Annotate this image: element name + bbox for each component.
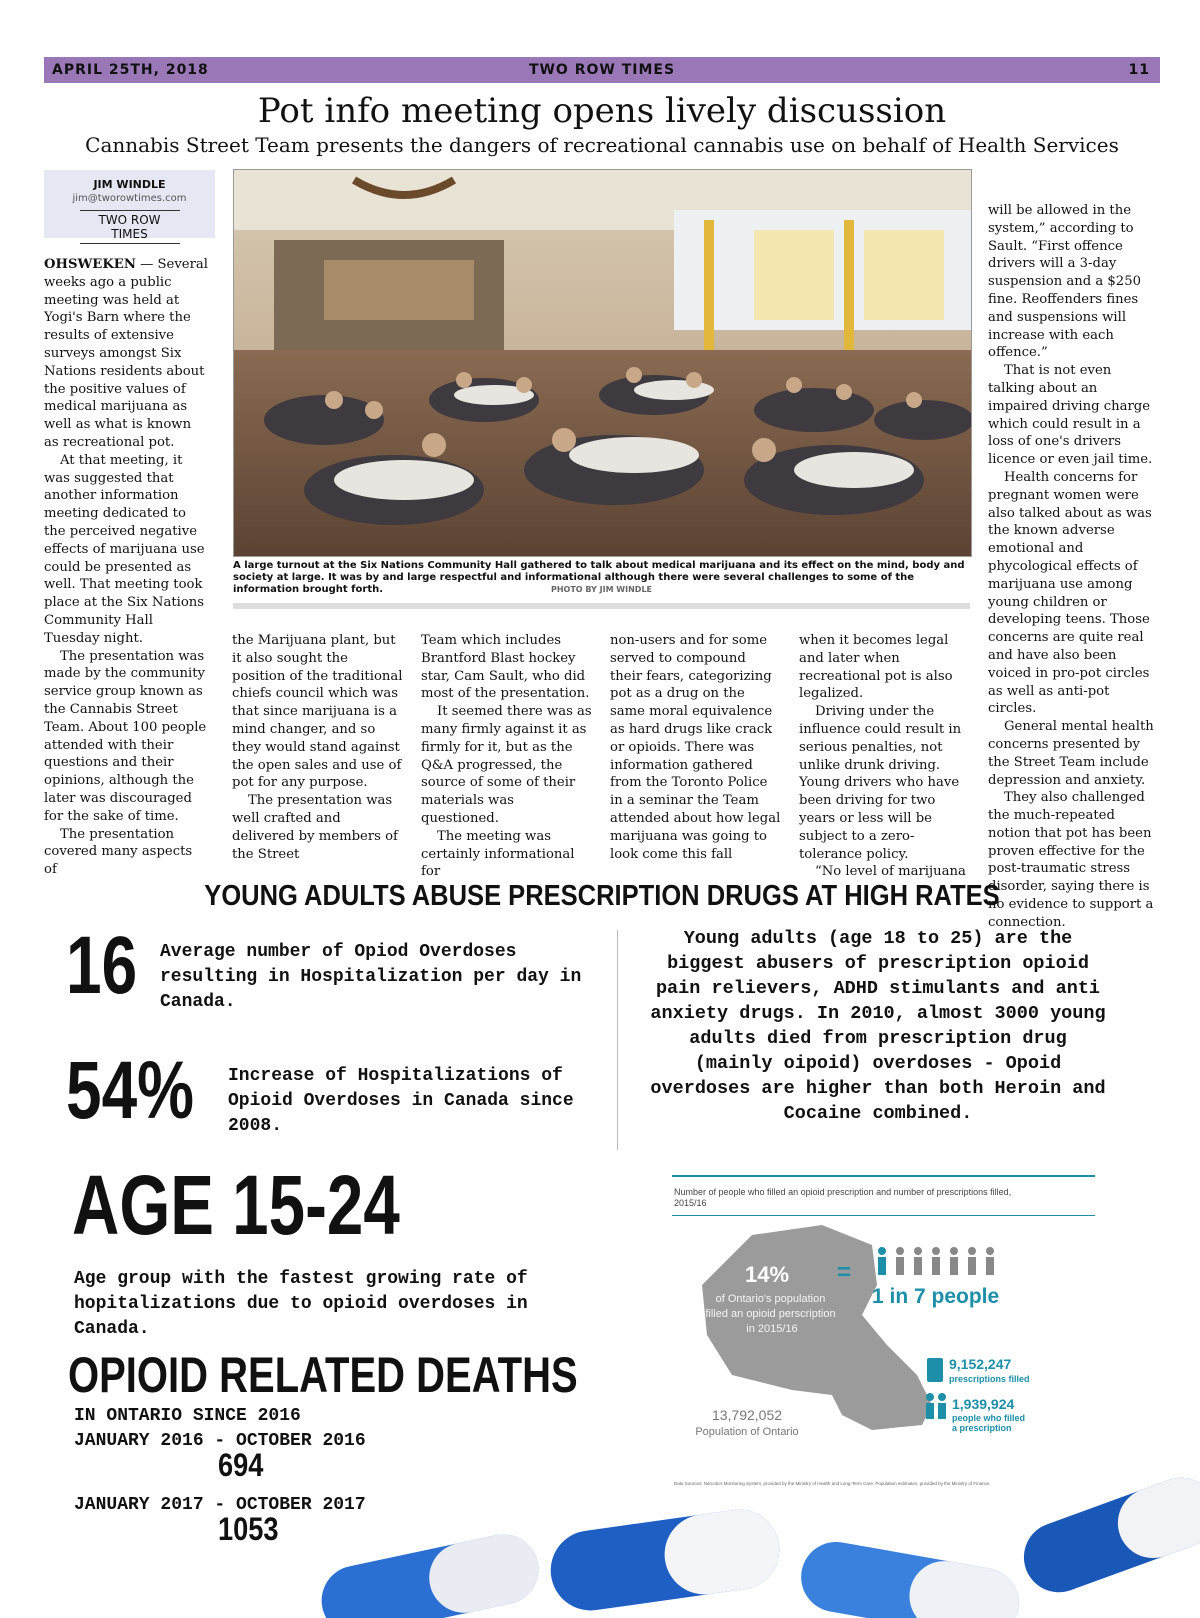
deaths-period-1: JANUARY 2016 - OCTOBER 2016 bbox=[74, 1431, 366, 1451]
paragraph: The presentation was made by the community service group known as the Cannabis Street Team. About 100 people attended with their questions and their opinions, although the later was discouraged for the sake of time. bbox=[44, 648, 207, 824]
stat-text-16: Average number of Opiod Overdoses resulting in Hospitalization per day in Canada. bbox=[160, 942, 582, 1012]
article-column-1 bbox=[44, 256, 209, 879]
person-icon bbox=[986, 1247, 994, 1255]
paragraph: General mental health concerns presented by the Street Team include depression and anxiety. bbox=[988, 719, 1154, 788]
paragraph: non-users and for some served to compound their fears, categorizing pot as a drug on the same moral equivalence as hard drugs like crack or opioids. There was information gathered from the Toronto Police in a seminar the Team attended about how legal marijuana was going to look come this fall bbox=[610, 633, 781, 862]
paragraph: will be allowed in the system,” according to Sault. “First offence drivers will a 3-day suspension and a $250 fine. Reoffenders fines and suspensions will increase with each offence.” bbox=[988, 203, 1141, 361]
ratio-text: 1 in 7 people bbox=[872, 1285, 1000, 1308]
paragraph: The meeting was certainly informational for bbox=[421, 828, 575, 880]
issue-date: APRIL 25TH, 2018 bbox=[52, 62, 209, 78]
article-column-6 bbox=[988, 202, 1160, 932]
people-label bbox=[952, 1413, 1028, 1433]
publication-name: TWO ROW TIMES bbox=[528, 62, 676, 78]
population-value: 13,792,052 bbox=[711, 1407, 783, 1423]
author-name: JIM WINDLE bbox=[93, 178, 166, 191]
ontario-percent-text-line2: filled an opioid perscription bbox=[705, 1308, 836, 1320]
stat-value-16: 16 bbox=[66, 920, 138, 1011]
deaths-period-2: JANUARY 2017 - OCTOBER 2017 bbox=[74, 1495, 366, 1515]
person-icon bbox=[986, 1257, 994, 1275]
page-number: 11 bbox=[1128, 62, 1150, 78]
ontario-infographic bbox=[672, 1175, 1095, 1495]
photo-caption: A large turnout at the Six Nations Community Hall gathered to talk about medical marijuana and its effect on the mind, body and society at large. It was by and large respectful and informational although there were several challenges to some of the information brought forth. bbox=[233, 560, 965, 595]
person-icon bbox=[950, 1247, 958, 1255]
people-label-line2: a prescription bbox=[952, 1423, 1012, 1433]
byline-box bbox=[44, 170, 215, 241]
person-icon bbox=[896, 1247, 904, 1255]
author-email[interactable]: jim@tworowtimes.com bbox=[72, 193, 187, 204]
article-column-2 bbox=[232, 632, 404, 863]
byline-publication: TWO ROW TIMES bbox=[80, 210, 180, 244]
ontario-title-line1: Number of people who filled an opioid prescription and number of prescriptions filled, bbox=[674, 1187, 1012, 1197]
ontario-percent: 14% bbox=[744, 1262, 790, 1287]
column-divider bbox=[617, 930, 618, 1150]
paragraph: At that meeting, it was suggested that another information meeting dedicated to the perceived negative effects of marijuana use could be presented as well. That meeting took place at the Six Nations Community Hall Tuesday night. bbox=[44, 452, 205, 646]
paragraph: Driving under the influence could result in serious penalties, not unlike drunk driving. Young drivers who have been driving for two years or less will be subject to a zero-tolerance policy. bbox=[799, 704, 962, 862]
caption-rule bbox=[233, 603, 970, 609]
person-icon bbox=[950, 1257, 958, 1275]
person-icon bbox=[968, 1257, 976, 1275]
stat-text-age: Age group with the fastest growing rate of hopitalizations due to opioid overdoses in Canada. bbox=[74, 1269, 528, 1339]
person-icon bbox=[968, 1247, 976, 1255]
equals-sign: = bbox=[837, 1259, 852, 1286]
pill-bottle-icon bbox=[927, 1358, 943, 1382]
person-icon bbox=[896, 1257, 904, 1275]
ontario-title-line2: 2015/16 bbox=[674, 1198, 707, 1208]
young-adults-text: Young adults (age 18 to 25) are the biggest abusers of prescription opioid pain relievers, ADHD stimulants and anti anxiety drugs. In 2010, almost 3000 young adults died from prescription drug (mainly oipoid) overdoses - Opoid overdoses are higher than both Heroin and Cocaine combined. bbox=[650, 928, 1106, 1124]
paragraph: OHSWEKEN — Several weeks ago a public meeting was held at Yogi's Barn where the results of extensive surveys amongst Six Nations residents about the positive values of medical marijuana as well as what is known as recreational pot. bbox=[44, 257, 208, 450]
paragraph: That is not even talking about an impaired driving charge which could result in a loss of one's drivers licence or even jail time. bbox=[988, 363, 1153, 468]
ontario-map bbox=[702, 1225, 932, 1430]
person-icon bbox=[914, 1247, 922, 1255]
prescriptions-label: prescriptions filled bbox=[949, 1374, 1030, 1384]
article-column-5 bbox=[799, 632, 971, 881]
people-pair-icon bbox=[926, 1393, 934, 1401]
paragraph: The presentation was well crafted and delivered by members of the Street bbox=[232, 793, 398, 862]
paragraph: the Marijuana plant, but it also sought the position of the traditional chiefs council which was that since marijuana is a mind changer, and so they would stand against the open sales and use of pot for any purpose. bbox=[232, 633, 403, 791]
paragraph: when it becomes legal and later when recreational pot is also legalized. bbox=[799, 633, 953, 702]
people-value: 1,939,924 bbox=[952, 1396, 1015, 1412]
paragraph: “No level of marijuana bbox=[815, 864, 966, 880]
photo-credit: PHOTO BY JIM WINDLE bbox=[550, 585, 653, 594]
ontario-percent-text-line1: of Ontario's population bbox=[715, 1293, 826, 1305]
ontario-percent-text-line3: in 2015/16 bbox=[746, 1323, 798, 1335]
dateline: OHSWEKEN bbox=[44, 257, 136, 272]
paragraph: It seemed there was as many firmly against it as firmly for it, but as the Q&A progressed, the source of some of their materials was questioned. bbox=[421, 704, 592, 826]
stat-value-age: AGE 15-24 bbox=[72, 1158, 400, 1252]
paragraph: Team which includes Brantford Blast hockey star, Cam Sault, who did most of the presentation. bbox=[421, 633, 590, 702]
person-icon bbox=[878, 1257, 886, 1275]
article-column-3 bbox=[421, 632, 593, 881]
population-label: Population of Ontario bbox=[695, 1426, 799, 1438]
stat-text-54: Increase of Hospitalizations of Opioid Overdoses in Canada since 2008. bbox=[228, 1066, 574, 1136]
paragraph: The presentation covered many aspects of bbox=[44, 826, 193, 878]
person-icon bbox=[878, 1247, 886, 1255]
prescriptions-value: 9,152,247 bbox=[949, 1356, 1012, 1372]
infographic-title: YOUNG ADULTS ABUSE PRESCRIPTION DRUGS AT HIGH RATES bbox=[204, 880, 1000, 912]
ontario-title bbox=[674, 1187, 1014, 1208]
person-icon bbox=[932, 1247, 940, 1255]
stat-value-54: 54% bbox=[66, 1045, 195, 1136]
data-sources: Data Sources: Narcotics Monitoring System, provided by the Ministry of Health and Long-Term Care. Population estimates, provided by the Ministry of Finance. bbox=[674, 1481, 991, 1486]
headline: Pot info meeting opens lively discussion bbox=[257, 91, 947, 131]
subheadline: Cannabis Street Team presents the dangers of recreational cannabis use on behalf of Health Services bbox=[85, 133, 1119, 157]
paragraph: They also challenged the much-repeated notion that pot has been proven effective for the post-traumatic stress disorder, saying there is no evidence to support a connection. bbox=[988, 790, 1154, 930]
article-column-4 bbox=[610, 632, 782, 863]
meeting-photo bbox=[233, 169, 972, 557]
deaths-value-2: 1053 bbox=[218, 1511, 279, 1547]
page-header bbox=[44, 57, 1160, 83]
deaths-title: OPIOID RELATED DEATHS bbox=[68, 1347, 578, 1403]
people-label-line1: people who filled bbox=[952, 1413, 1026, 1423]
people-icons bbox=[878, 1247, 994, 1275]
deaths-subtitle: IN ONTARIO SINCE 2016 bbox=[74, 1406, 301, 1426]
person-icon bbox=[932, 1257, 940, 1275]
deaths-value-1: 694 bbox=[218, 1447, 264, 1483]
paragraph: Health concerns for pregnant women were also talked about as was the known adverse emotional and phycological effects of marijuana use among young children or developing teens. Those concerns are quite real and have also been voiced in pro-pot circles as well as anti-pot circles. bbox=[988, 469, 1152, 717]
person-icon bbox=[914, 1257, 922, 1275]
